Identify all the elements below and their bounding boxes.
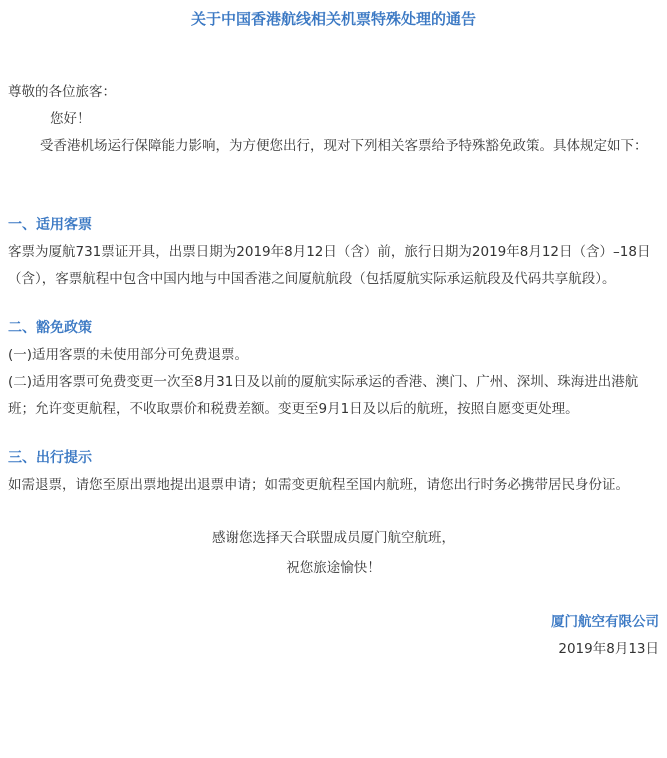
- intro-paragraph: [8, 133, 659, 160]
- section-1-paragraph: 客票为厦航731票证开具，出票日期为2019年8月12日（含）前，旅行日期为2019年8月12日（含）–18日（含），客票航程中包含中国内地与中国香港之间厦航航段（包括厦航实际承运航段及代码共享航段）。: [8, 244, 651, 287]
- section-3-paragraph: 如需退票，请您至原出票地提出退票申请；如需变更航程至国内航班，请您出行时务必携带居民身份证。: [8, 477, 629, 493]
- wishes-line: 祝您旅途愉快！: [286, 560, 381, 576]
- section-heading-travel-tips: 三、出行提示: [8, 450, 92, 466]
- notice-title: 关于中国香港航线相关机票特殊处理的通告: [190, 10, 476, 28]
- section-heading-waiver-policy: 二、豁免政策: [8, 320, 92, 336]
- section-2-paragraph-1: (一)适用客票的未使用部分可免费退票。: [8, 347, 249, 363]
- notice-date: 2019年8月13日: [558, 641, 659, 657]
- section-heading-applicable-tickets: 一、适用客票: [8, 217, 92, 233]
- salutation: 尊敬的各位旅客：: [8, 84, 116, 100]
- closing-block: [8, 523, 659, 583]
- thanks-line: 感谢您选择天合联盟成员厦门航空航班，: [212, 530, 455, 546]
- section-2-paragraph-2: (二)适用客票可免费变更一次至8月31日及以前的厦航实际承运的香港、澳门、广州、深圳、珠海进出港航班；允许变更航程，不收取票价和税费差额。变更至9月1日及以后的航班，按照自愿变更处理。: [8, 374, 639, 417]
- intro-text: 受香港机场运行保障能力影响，为方便您出行，现对下列相关客票给予特殊豁免政策。具体规定如下：: [40, 138, 648, 154]
- hello-line: 您好！: [50, 111, 91, 127]
- company-signature: 厦门航空有限公司: [551, 614, 659, 630]
